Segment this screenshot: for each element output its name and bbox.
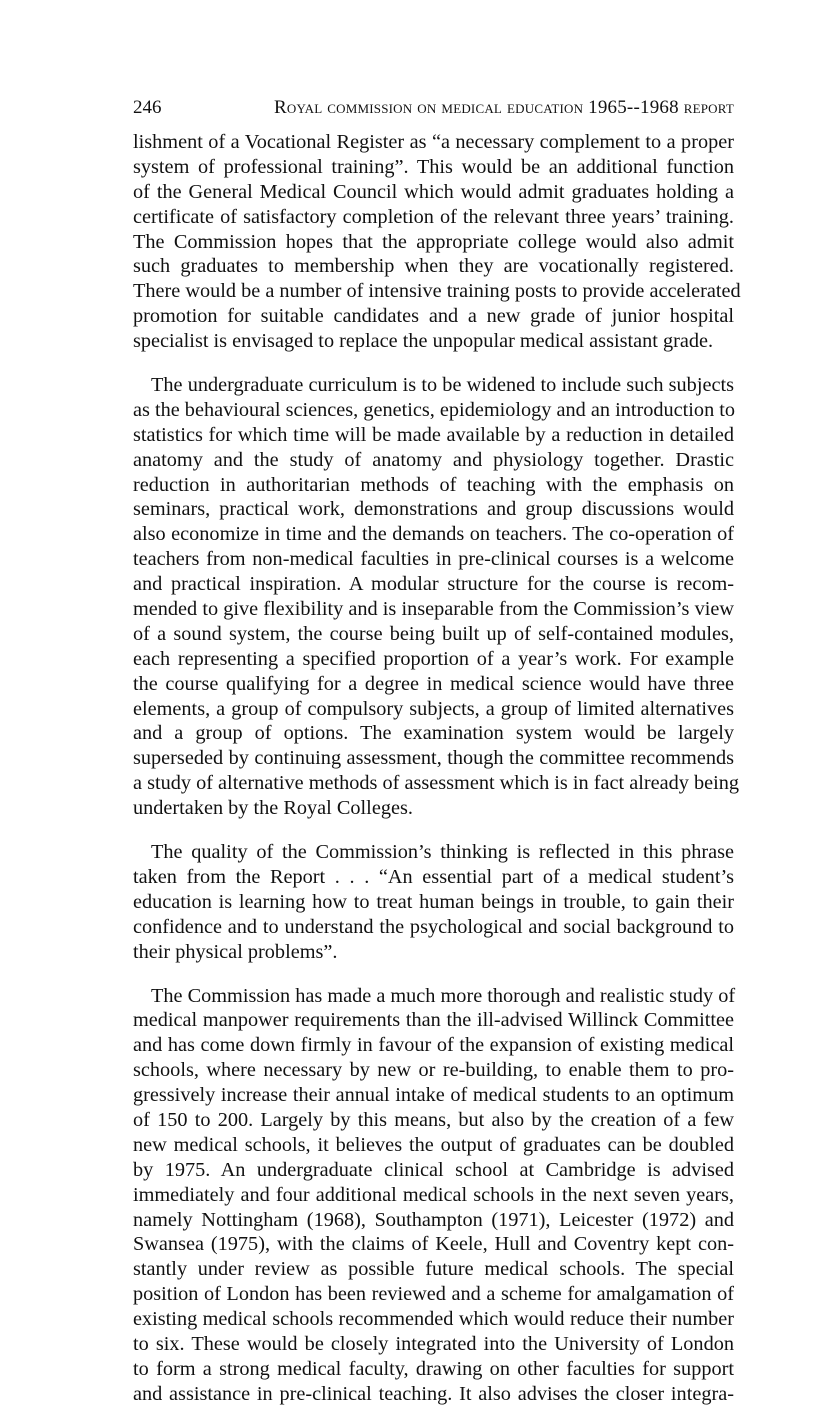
running-title: Royal commission on medical education 1965--1968 report bbox=[274, 97, 734, 118]
paragraph bbox=[133, 130, 741, 354]
body-text bbox=[133, 130, 741, 1407]
page-number: 246 bbox=[133, 97, 162, 118]
text-line: and a group of options. The examination system would be largely bbox=[133, 722, 734, 745]
text-line: and has come down firmly in favour of the expansion of existing medical bbox=[133, 1034, 734, 1057]
text-line: Swansea (1975), with the claims of Keele, Hull and Coventry kept con- bbox=[133, 1233, 734, 1256]
text-line: teachers from non-medical faculties in pre-clinical courses is a welcome bbox=[133, 548, 734, 571]
text-line: certificate of satisfactory completion of the relevant three years’ training. bbox=[133, 205, 734, 228]
text-line: namely Nottingham (1968), Southampton (1971), Leicester (1972) and bbox=[133, 1208, 734, 1231]
paragraph bbox=[133, 373, 740, 821]
text-line: a study of alternative methods of assessment which is in fact already being bbox=[133, 772, 740, 795]
text-line: system of professional training”. This would be an additional function bbox=[133, 155, 734, 178]
text-line: education is learning how to treat human beings in trouble, to gain their bbox=[133, 890, 734, 913]
paragraph bbox=[133, 984, 734, 1407]
text-line: elements, a group of compulsory subjects, a group of limited alternatives bbox=[133, 697, 734, 720]
page-header bbox=[133, 96, 734, 120]
paragraph bbox=[133, 840, 734, 964]
text-line: superseded by continuing assessment, though the committee recommends bbox=[133, 747, 734, 770]
text-line: reduction in authoritarian methods of teaching with the emphasis on bbox=[133, 473, 734, 496]
text-line: gressively increase their annual intake of medical students to an optimum bbox=[133, 1084, 734, 1107]
text-line: the course qualifying for a degree in medical science would have three bbox=[133, 672, 734, 695]
text-line: anatomy and the study of anatomy and physiology together. Drastic bbox=[133, 448, 734, 471]
text-line: The undergraduate curriculum is to be widened to include such subjects bbox=[151, 374, 734, 397]
text-line: The Commission hopes that the appropriate college would also admit bbox=[133, 230, 734, 253]
text-line: taken from the Report . . . “An essential part of a medical student’s bbox=[133, 865, 734, 888]
text-line: immediately and four additional medical schools in the next seven years, bbox=[133, 1183, 734, 1206]
text-line: new medical schools, it believes the output of graduates can be doubled bbox=[133, 1133, 734, 1156]
text-line: mended to give flexibility and is inseparable from the Commission’s view bbox=[133, 598, 734, 621]
text-line: by 1975. An undergraduate clinical school at Cambridge is advised bbox=[133, 1158, 734, 1181]
text-line: also economize in time and the demands on teachers. The co-operation of bbox=[133, 523, 734, 546]
text-line: of a sound system, the course being built up of self-contained modules, bbox=[133, 622, 734, 645]
text-line: as the behavioural sciences, genetics, epidemiology and an introduction to bbox=[133, 398, 736, 421]
text-line: statistics for which time will be made available by a reduction in detailed bbox=[133, 423, 734, 446]
text-line: The quality of the Commission’s thinking is reflected in this phrase bbox=[151, 841, 734, 864]
text-line: lishment of a Vocational Register as “a necessary complement to a proper bbox=[133, 131, 734, 153]
text-line: and assistance in pre-clinical teaching. It also advises the closer integra- bbox=[133, 1382, 734, 1405]
text-line: to six. These would be closely integrated into the University of London bbox=[133, 1332, 734, 1355]
text-line: undertaken by the Royal Colleges. bbox=[133, 797, 413, 820]
text-line: to form a strong medical faculty, drawing on other faculties for support bbox=[133, 1357, 734, 1380]
text-line: confidence and to understand the psychological and social background to bbox=[133, 915, 734, 938]
text-line: existing medical schools recommended which would reduce their number bbox=[133, 1308, 734, 1331]
text-line: There would be a number of intensive training posts to provide accelerated bbox=[133, 280, 741, 303]
text-line: schools, where necessary by new or re-building, to enable them to pro- bbox=[133, 1059, 734, 1082]
text-line: promotion for suitable candidates and a new grade of junior hospital bbox=[133, 305, 734, 328]
document-page bbox=[133, 96, 741, 1426]
text-line: each representing a specified proportion of a year’s work. For example bbox=[133, 647, 734, 670]
text-line: and practical inspiration. A modular structure for the course is recom- bbox=[133, 573, 734, 596]
text-line: such graduates to membership when they are vocationally registered. bbox=[133, 255, 734, 278]
text-line: specialist is envisaged to replace the unpopular medical assistant grade. bbox=[133, 330, 714, 353]
text-line: their physical problems”. bbox=[133, 940, 338, 963]
text-line: position of London has been reviewed and a scheme for amalgamation of bbox=[133, 1283, 734, 1306]
text-line: medical manpower requirements than the ill-advised Willinck Committee bbox=[133, 1009, 734, 1032]
text-line: of the General Medical Council which would admit graduates holding a bbox=[133, 180, 734, 203]
text-line: seminars, practical work, demonstrations and group discussions would bbox=[133, 498, 734, 521]
text-line: stantly under review as possible future medical schools. The special bbox=[133, 1258, 734, 1281]
text-line: The Commission has made a much more thorough and realistic study of bbox=[151, 984, 736, 1007]
text-line: of 150 to 200. Largely by this means, but also by the creation of a few bbox=[133, 1108, 734, 1131]
